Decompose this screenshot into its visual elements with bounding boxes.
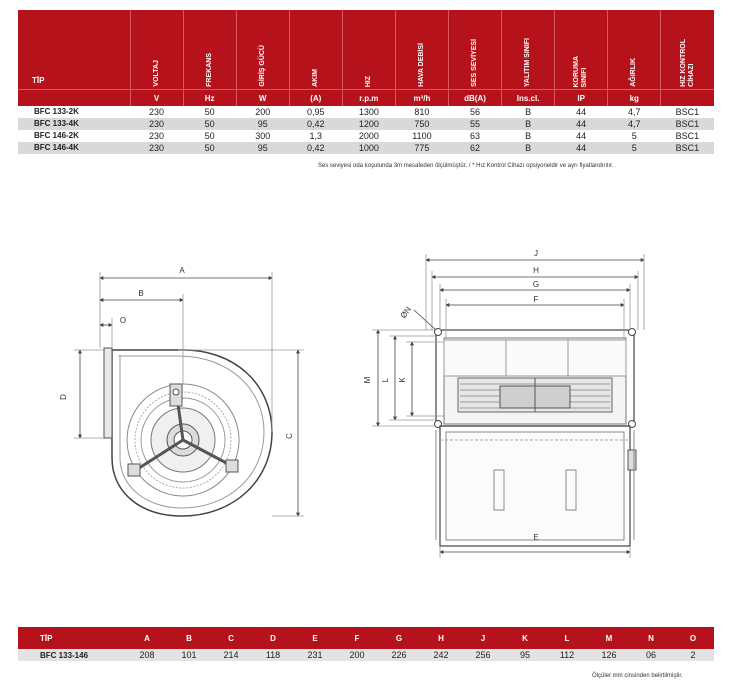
- dim-label-k: K: [398, 377, 407, 383]
- table-cell: 231: [294, 649, 336, 661]
- table-cell: 750: [395, 118, 448, 130]
- table-cell: 112: [546, 649, 588, 661]
- table-cell: 226: [378, 649, 420, 661]
- spec-col-header: FREKANS: [183, 10, 236, 90]
- dims-col-header: J: [462, 627, 504, 649]
- dim-label-b: B: [138, 289, 144, 298]
- dims-col-header: C: [210, 627, 252, 649]
- table-cell: BSC1: [661, 142, 714, 154]
- units-note: Ölçüler mm cinsinden belirtilmiştir.: [592, 673, 683, 679]
- table-cell: 300: [236, 130, 289, 142]
- table-cell: 0,42: [289, 142, 342, 154]
- table-cell: 95: [236, 118, 289, 130]
- table-cell: 06: [630, 649, 672, 661]
- spec-col-header: AĞIRLIK: [608, 10, 661, 90]
- dim-label-n: ØN: [398, 305, 414, 321]
- table-cell: 50: [183, 106, 236, 118]
- table-cell: 62: [448, 142, 501, 154]
- spec-unit-cell: r.p.m: [342, 90, 395, 107]
- dim-label-j: J: [534, 249, 538, 258]
- dim-label-d: D: [59, 394, 68, 400]
- dim-label-g: G: [532, 280, 540, 289]
- table-cell: 230: [130, 130, 183, 142]
- table-cell: BSC1: [661, 118, 714, 130]
- spec-tip-header: TİP: [18, 10, 130, 90]
- dim-label-m: M: [363, 376, 372, 384]
- row-tip: BFC 133-2K: [18, 106, 130, 118]
- spec-col-header: SES SEVİYESİ: [448, 10, 501, 90]
- table-cell: B: [502, 106, 555, 118]
- table-cell: 44: [555, 130, 608, 142]
- table-cell: 208: [126, 649, 168, 661]
- table-cell: 230: [130, 106, 183, 118]
- table-cell: 5: [608, 130, 661, 142]
- spec-unit-cell: Hz: [183, 90, 236, 107]
- table-row: [18, 649, 714, 661]
- spec-col-header: HIZ: [342, 10, 395, 90]
- table-cell: 1300: [342, 106, 395, 118]
- table-cell: 55: [448, 118, 501, 130]
- row-tip: BFC 133-146: [18, 649, 126, 661]
- spec-unit-cell: (A): [289, 90, 342, 107]
- spec-unit-cell: IP: [555, 90, 608, 107]
- spec-col-header: KORUMA SINIFI: [555, 10, 608, 90]
- dims-col-header: H: [420, 627, 462, 649]
- table-cell: 810: [395, 106, 448, 118]
- table-cell: B: [502, 130, 555, 142]
- table-cell: 1000: [342, 142, 395, 154]
- table-cell: 95: [236, 142, 289, 154]
- table-cell: 0,95: [289, 106, 342, 118]
- row-tip: BFC 146-4K: [18, 142, 130, 154]
- dims-col-header: M: [588, 627, 630, 649]
- table-cell: 44: [555, 118, 608, 130]
- spec-col-header: HAVA DEBİSİ: [395, 10, 448, 90]
- table-cell: 230: [130, 118, 183, 130]
- dims-col-header: F: [336, 627, 378, 649]
- dim-label-h: H: [533, 266, 539, 275]
- spec-unit-cell: kg: [608, 90, 661, 107]
- row-tip: BFC 146-2K: [18, 130, 130, 142]
- spec-unit-cell: m³/h: [395, 90, 448, 107]
- dim-label-f: F: [533, 295, 539, 304]
- dims-col-header: K: [504, 627, 546, 649]
- table-cell: 1200: [342, 118, 395, 130]
- table-cell: B: [502, 118, 555, 130]
- side-view-drawing: [104, 348, 272, 516]
- table-cell: 0,42: [289, 118, 342, 130]
- table-cell: 2000: [342, 130, 395, 142]
- table-cell: 214: [210, 649, 252, 661]
- dim-label-e: E: [533, 533, 539, 542]
- table-cell: 44: [555, 106, 608, 118]
- table-cell: 118: [252, 649, 294, 661]
- dims-col-header: L: [546, 627, 588, 649]
- table-cell: 256: [462, 649, 504, 661]
- table-cell: 4,7: [608, 118, 661, 130]
- table-cell: 242: [420, 649, 462, 661]
- sound-level-note: Ses seviyesi oda koşulunda 3m mesafeden ölçülmüştür. / * Hız Kontrol Cihazı opsiyoneldir ve ayrı fiyatlandırılır.: [318, 163, 614, 169]
- dim-label-c: C: [285, 433, 294, 439]
- table-cell: 95: [504, 649, 546, 661]
- spec-unit-cell: V: [130, 90, 183, 107]
- table-cell: 4,7: [608, 106, 661, 118]
- table-cell: 2: [672, 649, 714, 661]
- table-cell: 5: [608, 142, 661, 154]
- dim-label-a: A: [179, 266, 185, 275]
- table-cell: 1,3: [289, 130, 342, 142]
- dims-col-header: B: [168, 627, 210, 649]
- dim-label-l: L: [381, 377, 390, 383]
- table-cell: 50: [183, 130, 236, 142]
- dims-col-header: E: [294, 627, 336, 649]
- dims-tip-header: TİP: [18, 627, 126, 649]
- table-cell: BSC1: [661, 130, 714, 142]
- spec-unit-cell: dB(A): [448, 90, 501, 107]
- spec-col-header: GİRİŞ GÜCÜ: [236, 10, 289, 90]
- table-cell: 126: [588, 649, 630, 661]
- dimensions-table: [18, 627, 714, 661]
- table-cell: 200: [336, 649, 378, 661]
- spec-col-header: VOLTAJ: [130, 10, 183, 90]
- spec-col-header: AKIM: [289, 10, 342, 90]
- table-cell: 775: [395, 142, 448, 154]
- dims-header-row: [18, 627, 714, 649]
- spec-col-header: HIZ KONTROL CİHAZI: [661, 10, 714, 90]
- spec-unit-cell: W: [236, 90, 289, 107]
- dims-col-header: G: [378, 627, 420, 649]
- table-cell: 63: [448, 130, 501, 142]
- dims-col-header: A: [126, 627, 168, 649]
- spec-unit-cell: Ins.cl.: [502, 90, 555, 107]
- dims-col-header: D: [252, 627, 294, 649]
- table-cell: 1100: [395, 130, 448, 142]
- row-tip: BFC 133-4K: [18, 118, 130, 130]
- table-cell: 44: [555, 142, 608, 154]
- table-cell: B: [502, 142, 555, 154]
- table-cell: BSC1: [661, 106, 714, 118]
- table-cell: 56: [448, 106, 501, 118]
- table-cell: 200: [236, 106, 289, 118]
- dims-col-header: O: [672, 627, 714, 649]
- front-view-drawing: [435, 329, 637, 547]
- dims-col-header: N: [630, 627, 672, 649]
- table-cell: 50: [183, 118, 236, 130]
- table-cell: 230: [130, 142, 183, 154]
- table-cell: 101: [168, 649, 210, 661]
- spec-col-header: YALITIM SINIFI: [502, 10, 555, 90]
- table-cell: 50: [183, 142, 236, 154]
- dim-label-o: O: [119, 316, 127, 325]
